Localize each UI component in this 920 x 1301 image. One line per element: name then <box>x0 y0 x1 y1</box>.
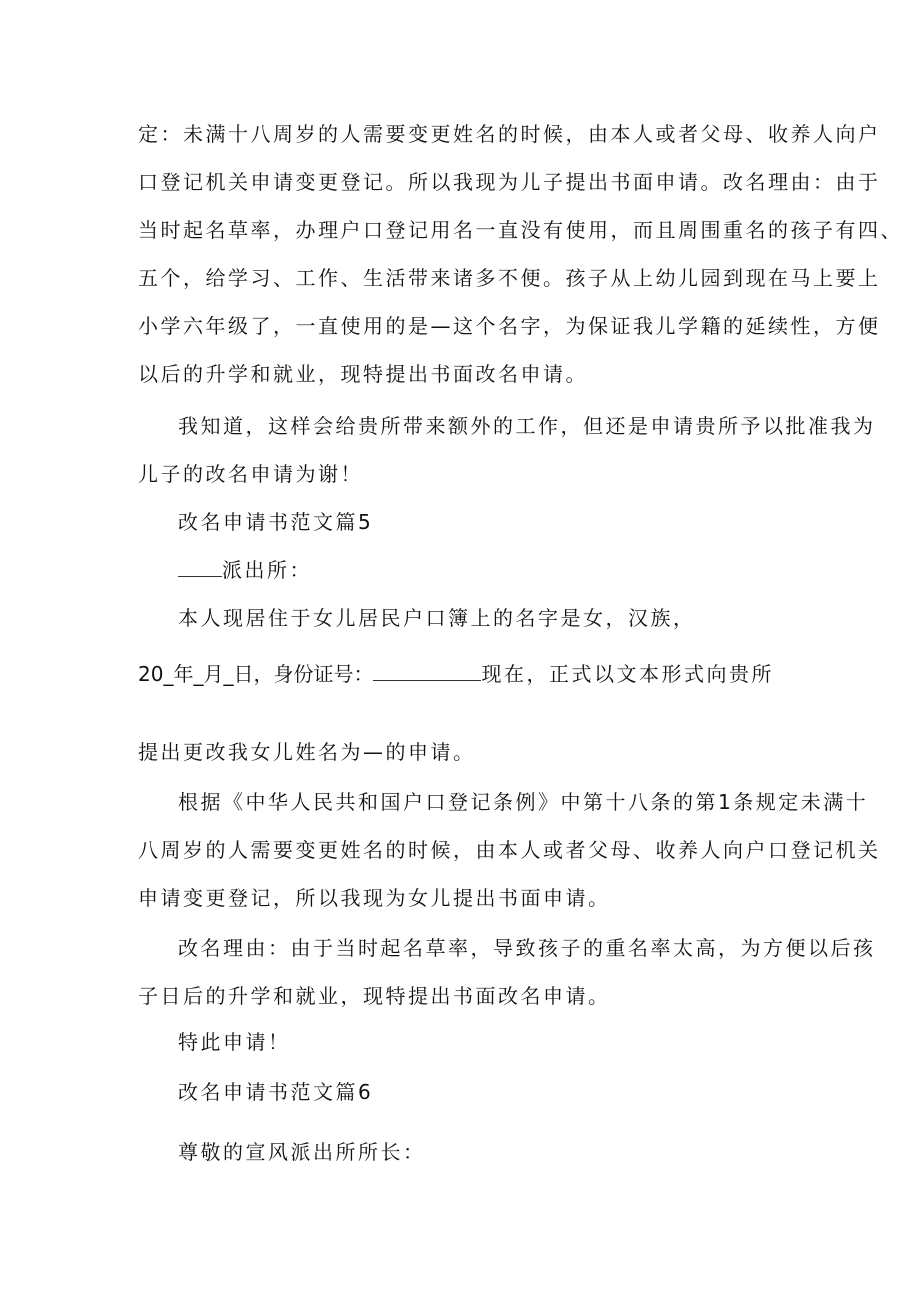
text-line-1: 定：未满十八周岁的人需要变更姓名的时候，由本人或者父母、收养人向户 <box>138 122 881 146</box>
text-line-15: 八周岁的人需要变更姓名的时候，由本人或者父母、收养人向户口登记机关 <box>138 838 881 862</box>
blank-field <box>373 662 481 681</box>
section-heading-5: 改名申请书范文篇5 <box>178 510 374 534</box>
id-line-tail: 现在，正式以文本形式向贵所 <box>481 662 774 686</box>
salutation-line: 尊敬的宣风派出所所长： <box>178 1140 426 1164</box>
text-line-8: 儿子的改名申请为谢！ <box>138 462 363 486</box>
addressee-text: 派出所： <box>222 558 312 582</box>
text-line-18: 子日后的升学和就业，现特提出书面改名申请。 <box>138 984 611 1008</box>
text-line-2: 口登记机关申请变更登记。所以我现为儿子提出书面申请。改名理由：由于 <box>138 170 881 194</box>
text-line-17: 改名理由：由于当时起名草率，导致孩子的重名率太高，为方便以后孩 <box>178 936 876 960</box>
text-line-5: 小学六年级了，一直使用的是—这个名字，为保证我儿学籍的延续性，方便 <box>138 314 881 338</box>
text-line-6: 以后的升学和就业，现特提出书面改名申请。 <box>138 362 588 386</box>
text-line-11: 本人现居住于女儿居民户口簿上的名字是女，汉族， <box>178 606 696 630</box>
id-line <box>138 662 774 686</box>
text-line-14: 根据《中华人民共和国户口登记条例》中第十八条的第1条规定未满十 <box>178 790 869 814</box>
text-line-7: 我知道，这样会给贵所带来额外的工作，但还是申请贵所予以批准我为 <box>178 414 876 438</box>
date-id-text: 20_年_月_日，身份证号： <box>138 662 374 686</box>
blank-field <box>178 558 222 577</box>
text-line-4: 五个，给学习、工作、生活带来诸多不便。孩子从上幼儿园到现在马上要上 <box>138 266 881 290</box>
addressee-line <box>178 558 312 582</box>
text-line-3: 当时起名草率，办理户口登记用名一直没有使用，而且周围重名的孩子有四、 <box>138 218 903 242</box>
closing-line: 特此申请！ <box>178 1030 291 1054</box>
section-heading-6: 改名申请书范文篇6 <box>178 1080 374 1104</box>
text-line-13: 提出更改我女儿姓名为—的申请。 <box>138 740 476 764</box>
text-line-16: 申请变更登记，所以我现为女儿提出书面申请。 <box>138 886 611 910</box>
